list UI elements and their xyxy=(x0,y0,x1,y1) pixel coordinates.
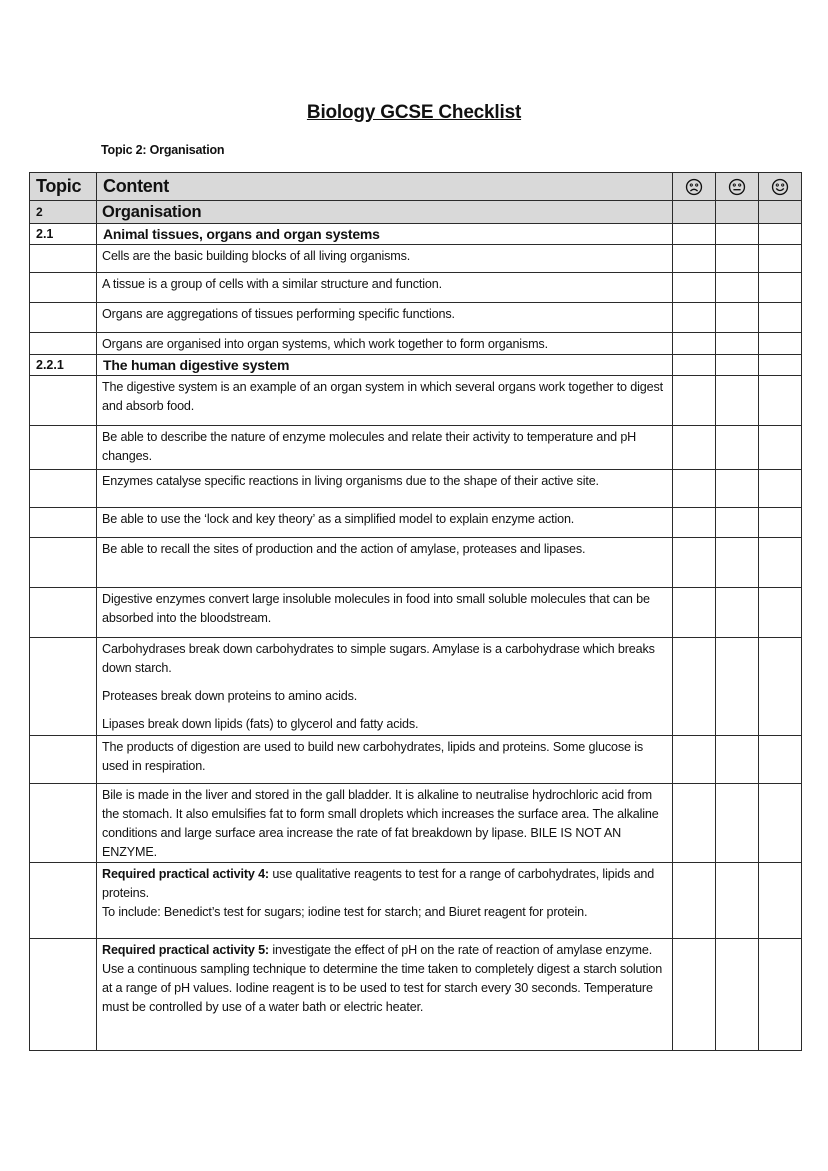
item-paragraph xyxy=(102,865,666,903)
neutral-face-icon xyxy=(728,178,746,196)
checklist-item-row xyxy=(30,508,802,538)
checklist-table xyxy=(29,172,802,1051)
item-paragraph xyxy=(102,687,666,706)
check-cell-neutral xyxy=(716,201,759,224)
check-cell-sad[interactable] xyxy=(673,638,716,736)
item-content xyxy=(97,638,673,736)
item-content xyxy=(97,333,673,355)
happy-column-header xyxy=(759,173,802,201)
subsection-title: Animal tissues, organs and organ systems xyxy=(97,224,673,245)
check-cell-happy[interactable] xyxy=(759,303,802,333)
checklist-item-row xyxy=(30,538,802,588)
table-header-row xyxy=(30,173,802,201)
check-cell-neutral[interactable] xyxy=(716,333,759,355)
item-topic-cell xyxy=(30,508,97,538)
check-cell-happy[interactable] xyxy=(759,426,802,470)
section-row xyxy=(30,201,802,224)
check-cell-sad[interactable] xyxy=(673,863,716,939)
check-cell-neutral[interactable] xyxy=(716,355,759,376)
checklist-item-row xyxy=(30,863,802,939)
check-cell-sad[interactable] xyxy=(673,426,716,470)
item-content xyxy=(97,538,673,588)
check-cell-sad[interactable] xyxy=(673,508,716,538)
topic-column-header: Topic xyxy=(30,173,97,201)
check-cell-happy[interactable] xyxy=(759,508,802,538)
item-content xyxy=(97,273,673,303)
check-cell-neutral[interactable] xyxy=(716,376,759,426)
item-topic-cell xyxy=(30,333,97,355)
item-text: Be able to describe the nature of enzyme molecules and relate their activity to temperature and pH changes. xyxy=(102,430,637,463)
check-cell-happy[interactable] xyxy=(759,784,802,863)
table-body xyxy=(30,201,802,1051)
check-cell-neutral[interactable] xyxy=(716,538,759,588)
checklist-item-row xyxy=(30,333,802,355)
item-topic-cell xyxy=(30,736,97,784)
check-cell-neutral[interactable] xyxy=(716,470,759,508)
item-paragraph xyxy=(102,428,666,466)
check-cell-neutral[interactable] xyxy=(716,638,759,736)
item-paragraph xyxy=(102,590,666,628)
check-cell-happy[interactable] xyxy=(759,376,802,426)
neutral-column-header xyxy=(716,173,759,201)
item-paragraph xyxy=(102,275,666,294)
item-topic-cell xyxy=(30,638,97,736)
item-text: Be able to recall the sites of production and the action of amylase, proteases and lipases. xyxy=(102,542,586,556)
check-cell-neutral[interactable] xyxy=(716,245,759,273)
item-paragraph xyxy=(102,510,666,529)
check-cell-neutral[interactable] xyxy=(716,273,759,303)
item-lead-label: Required practical activity 4: xyxy=(102,867,269,881)
item-text: Carbohydrases break down carbohydrates to simple sugars. Amylase is a carbohydrase which breaks down starch. xyxy=(102,642,655,675)
sad-column-header xyxy=(673,173,716,201)
check-cell-neutral[interactable] xyxy=(716,939,759,1051)
item-text: investigate the effect of pH on the rate of reaction of amylase enzyme. xyxy=(268,943,653,957)
item-text: A tissue is a group of cells with a similar structure and function. xyxy=(102,277,442,291)
item-paragraph xyxy=(102,247,666,266)
check-cell-happy[interactable] xyxy=(759,638,802,736)
check-cell-sad[interactable] xyxy=(673,588,716,638)
item-lead-label: Required practical activity 5: xyxy=(102,943,269,957)
check-cell-sad[interactable] xyxy=(673,333,716,355)
check-cell-sad[interactable] xyxy=(673,538,716,588)
item-content xyxy=(97,508,673,538)
item-content xyxy=(97,376,673,426)
subsection-row xyxy=(30,224,802,245)
item-text: Be able to use the ‘lock and key theory’ as a simplified model to explain enzyme action. xyxy=(102,512,575,526)
item-paragraph xyxy=(102,715,666,734)
item-topic-cell xyxy=(30,784,97,863)
check-cell-sad[interactable] xyxy=(673,245,716,273)
item-topic-cell xyxy=(30,273,97,303)
check-cell-neutral[interactable] xyxy=(716,224,759,245)
checklist-item-row xyxy=(30,939,802,1051)
document-subtitle: Topic 2: Organisation xyxy=(101,143,225,157)
check-cell-neutral[interactable] xyxy=(716,426,759,470)
document-title: Biology GCSE Checklist xyxy=(306,102,522,123)
check-cell-happy xyxy=(759,201,802,224)
content-column-header: Content xyxy=(97,173,673,201)
item-topic-cell xyxy=(30,376,97,426)
check-cell-happy[interactable] xyxy=(759,863,802,939)
check-cell-neutral[interactable] xyxy=(716,303,759,333)
item-text: use qualitative reagents to test for a range of carbohydrates, lipids and proteins. xyxy=(102,867,655,900)
item-text: Enzymes catalyse specific reactions in living organisms due to the shape of their active site. xyxy=(102,474,599,488)
item-topic-cell xyxy=(30,588,97,638)
item-topic-cell xyxy=(30,538,97,588)
check-cell-sad xyxy=(673,201,716,224)
check-cell-happy[interactable] xyxy=(759,245,802,273)
item-paragraph xyxy=(102,738,666,776)
check-cell-neutral[interactable] xyxy=(716,863,759,939)
checklist-item-row xyxy=(30,588,802,638)
item-paragraph xyxy=(102,786,666,862)
check-cell-sad[interactable] xyxy=(673,224,716,245)
item-text: Digestive enzymes convert large insoluble molecules in food into small soluble molecules that can be absorbed into the bloodstream. xyxy=(102,592,650,625)
item-content xyxy=(97,939,673,1051)
check-cell-happy[interactable] xyxy=(759,333,802,355)
item-paragraph xyxy=(102,903,666,922)
item-text: To include: Benedict’s test for sugars; iodine test for starch; and Biuret reagent for protein. xyxy=(102,905,588,919)
check-cell-sad[interactable] xyxy=(673,736,716,784)
check-cell-sad[interactable] xyxy=(673,939,716,1051)
item-paragraph xyxy=(102,472,666,491)
check-cell-sad[interactable] xyxy=(673,303,716,333)
item-content xyxy=(97,736,673,784)
check-cell-happy[interactable] xyxy=(759,736,802,784)
item-paragraph xyxy=(102,540,666,559)
subsection-topic-number: 2.1 xyxy=(30,224,97,245)
sad-face-icon xyxy=(685,178,703,196)
item-paragraph xyxy=(102,335,666,354)
item-text: Organs are organised into organ systems, which work together to form organisms. xyxy=(102,337,548,351)
checklist-item-row xyxy=(30,784,802,863)
section-title: Organisation xyxy=(97,201,673,224)
item-content xyxy=(97,426,673,470)
item-text: The digestive system is an example of an organ system in which several organs work together to digest and absorb food. xyxy=(102,380,663,413)
check-cell-sad[interactable] xyxy=(673,376,716,426)
item-content xyxy=(97,245,673,273)
check-cell-neutral[interactable] xyxy=(716,784,759,863)
item-paragraph xyxy=(102,305,666,324)
checklist-item-row xyxy=(30,638,802,736)
checklist-item-row xyxy=(30,273,802,303)
item-content xyxy=(97,303,673,333)
check-cell-happy[interactable] xyxy=(759,273,802,303)
item-paragraph xyxy=(102,378,666,416)
subsection-title: The human digestive system xyxy=(97,355,673,376)
subsection-row xyxy=(30,355,802,376)
item-text: The products of digestion are used to build new carbohydrates, lipids and proteins. Some glucose is used in respiration. xyxy=(102,740,643,773)
section-topic-number: 2 xyxy=(30,201,97,224)
item-topic-cell xyxy=(30,245,97,273)
check-cell-sad[interactable] xyxy=(673,273,716,303)
item-text: Proteases break down proteins to amino acids. xyxy=(102,689,358,703)
check-cell-neutral[interactable] xyxy=(716,736,759,784)
checklist-item-row xyxy=(30,736,802,784)
check-cell-sad[interactable] xyxy=(673,470,716,508)
item-topic-cell xyxy=(30,426,97,470)
check-cell-neutral[interactable] xyxy=(716,508,759,538)
item-text: Use a continuous sampling technique to determine the time taken to completely digest a starch solution at a range of pH values. Iodine reagent is to be used to test for starch every 30 seconds. Temperature must be controlled by use of a water bath or electric heater. xyxy=(102,962,663,1014)
check-cell-happy[interactable] xyxy=(759,355,802,376)
item-paragraph xyxy=(102,941,666,960)
item-text: Cells are the basic building blocks of all living organisms. xyxy=(102,249,411,263)
item-content xyxy=(97,784,673,863)
item-content xyxy=(97,470,673,508)
check-cell-happy[interactable] xyxy=(759,224,802,245)
check-cell-sad[interactable] xyxy=(673,355,716,376)
item-paragraph xyxy=(102,960,666,1017)
check-cell-sad[interactable] xyxy=(673,784,716,863)
happy-face-icon xyxy=(771,178,789,196)
checklist-item-row xyxy=(30,470,802,508)
check-cell-happy[interactable] xyxy=(759,588,802,638)
checklist-item-row xyxy=(30,376,802,426)
item-content xyxy=(97,588,673,638)
item-topic-cell xyxy=(30,939,97,1051)
check-cell-neutral[interactable] xyxy=(716,588,759,638)
item-topic-cell xyxy=(30,863,97,939)
subsection-topic-number: 2.2.1 xyxy=(30,355,97,376)
item-topic-cell xyxy=(30,470,97,508)
item-text: Bile is made in the liver and stored in the gall bladder. It is alkaline to neutralise hydrochloric acid from the stomach. It also emulsifies fat to form small droplets which increases the surface area. The alkaline conditions and large surface area increase the rate of fat breakdown by lipase. BILE IS NOT AN ENZYME. xyxy=(102,788,659,859)
item-text: Organs are aggregations of tissues performing specific functions. xyxy=(102,307,455,321)
checklist-item-row xyxy=(30,303,802,333)
check-cell-happy[interactable] xyxy=(759,939,802,1051)
check-cell-happy[interactable] xyxy=(759,538,802,588)
item-text: Lipases break down lipids (fats) to glycerol and fatty acids. xyxy=(102,717,419,731)
item-paragraph xyxy=(102,640,666,678)
check-cell-happy[interactable] xyxy=(759,470,802,508)
item-content xyxy=(97,863,673,939)
checklist-item-row xyxy=(30,245,802,273)
checklist-item-row xyxy=(30,426,802,470)
item-topic-cell xyxy=(30,303,97,333)
